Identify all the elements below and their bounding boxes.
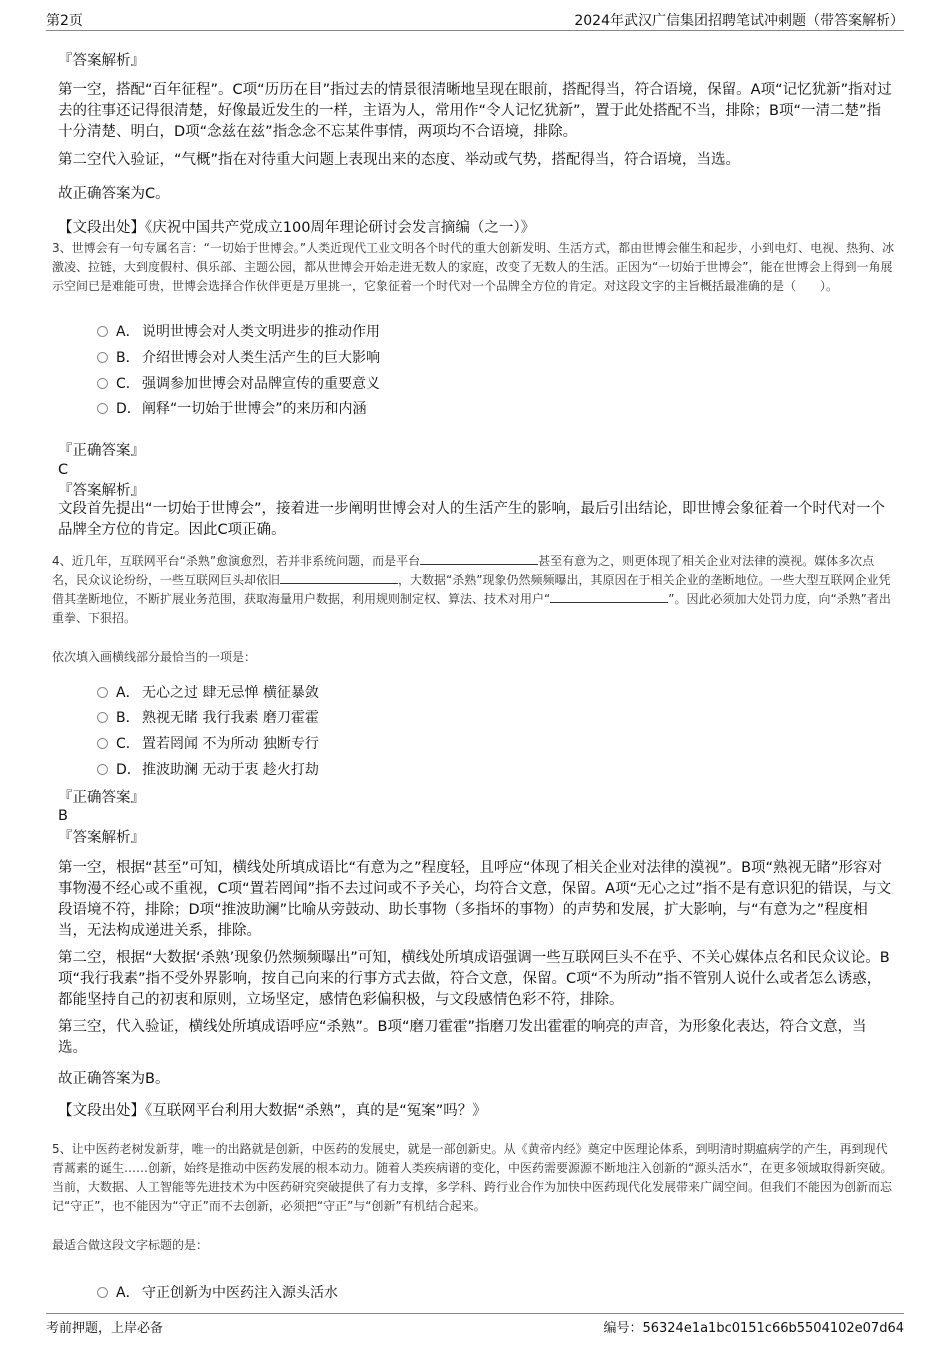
q2-analysis-label: 『答案解析』 — [58, 53, 145, 69]
q4-analysis-p4: 故正确答案为B。 — [58, 1071, 170, 1087]
radio-icon[interactable] — [97, 712, 108, 723]
document-title: 2024年武汉广信集团招聘笔试冲刺题（带答案解析） — [574, 13, 904, 29]
q3-option-c[interactable]: C． 强调参加世博会对品牌宣传的重要意义 — [97, 374, 380, 394]
radio-icon[interactable] — [97, 352, 108, 363]
q4-instruction: 依次填入画横线部分最恰当的一项是： — [52, 650, 257, 664]
q4-option-c[interactable]: C． 置若罔闻 不为所动 独断专行 — [97, 734, 319, 754]
q3-option-a[interactable]: A． 说明世博会对人类文明进步的推动作用 — [97, 322, 380, 342]
radio-icon[interactable] — [97, 403, 108, 414]
page-number: 第2页 — [46, 13, 83, 29]
q2-source: 【文段出处】《庆祝中国共产党成立100周年理论研讨会发言摘编（之一）》 — [58, 220, 536, 236]
q4-source: 【文段出处】《互联网平台利用大数据“杀熟”，真的是“冤案”吗？》 — [58, 1103, 487, 1119]
radio-icon[interactable] — [97, 378, 108, 389]
fill-blank — [280, 571, 398, 584]
q4-answer-label: 『正确答案』 — [58, 790, 145, 806]
radio-icon[interactable] — [97, 1287, 108, 1298]
q4-analysis-p3: 第三空，代入验证，横线处所填成语呼应“杀熟”。B项“磨刀霍霍”指磨刀发出霍霍的响亮的声音，为形象化表达，符合文意，当选。 — [58, 1019, 867, 1056]
q4-answer: B — [58, 808, 68, 824]
q3-analysis-label: 『答案解析』 — [58, 483, 145, 499]
fill-blank — [420, 552, 538, 565]
q3-stem: 3、世博会有一句专属名言：“一切始于世博会。”人类近现代工业文明各个时代的重大创新发明、生活方式，都由世博会催生和起步，小到电灯、电视、热狗、冰激凌、拉链，大到度假村、俱乐部、主题公园，都从世博会开始走进无数人的家庭，改变了无数人的生活。正因为“一切始于世博会”，能在世博会上得到一角展示空间已是难能可贵，世博会选择合作伙伴更是万里挑一，它象征着一个时代对一个品牌全方位的肯定。对这段文字的主旨概括最准确的是（ ）。 — [52, 241, 895, 293]
fill-blank — [550, 590, 668, 603]
q3-answer-label: 『正确答案』 — [58, 443, 145, 459]
footer-slogan: 考前押题，上岸必备 — [46, 1321, 164, 1336]
q2-analysis-p2: 第二空代入验证，“气概”指在对待重大问题上表现出来的态度、举动或气势，搭配得当，符合语境，当选。 — [58, 152, 741, 168]
radio-icon[interactable] — [97, 687, 108, 698]
q4-analysis-p2: 第二空，根据“大数据‘杀熟’现象仍然频频曝出”可知，横线处所填成语强调一些互联网巨头不在乎、不关心媒体点名和民众议论。B项“我行我素”指不受外界影响，按自己向来的行事方式去做，符合文意，保留。C项“不为所动”指不管别人说什么或者怎么诱惑，都能坚持自己的初衷和原则，立场坚定，感情色彩偏积极，与文段感情色彩不符，排除。 — [58, 950, 890, 1008]
q4-stem: 4、近几年，互联网平台“杀熟”愈演愈烈，若并非系统问题，而是平台 甚至有意为之，则更体现了相关企业对法律的漠视。媒体多次点名，民众议论纷纷，一些互联网巨头却依旧 ，大数据“杀熟”现象仍然频频曝出，其原因在于相关企业的垄断地位。一些大型互联网企业凭借其垄断地位，不断扩展业务范围，获取海量用户数据，利用规则制定权、算法、技术对用户“ ”。因此必须加大处罚力度，向“杀熟”者出重拳、下狠招。 — [52, 554, 891, 625]
radio-icon[interactable] — [97, 764, 108, 775]
page-footer — [46, 1313, 904, 1336]
q5-stem: 5、让中医药老树发新芽，唯一的出路就是创新，中医药的发展史，就是一部创新史。从《黄帝内经》奠定中医理论体系，到明清时期瘟病学的产生，再到现代青蒿素的诞生……创新，始终是推动中医药发展的根本动力。随着人类疾病谱的变化，中医药需要源源不断地注入创新的“源头活水”，在更多领域取得新突破。当前，大数据、人工智能等先进技术为中医药研究突破提供了有力支撑，多学科、跨行业合作为加快中医药现代化发展带来广阔空间。但我们不能因为创新而忘记“守正”，也不能因为“守正”而不去创新，必须把“守正”与“创新”有机结合起来。 — [52, 1142, 893, 1213]
page-header — [46, 8, 904, 31]
q4-option-d[interactable]: D．推波助澜 无动于衷 趁火打劫 — [97, 760, 319, 780]
q5-option-a[interactable]: A． 守正创新为中医药注入源头活水 — [97, 1283, 338, 1303]
q4-analysis-p1: 第一空，根据“甚至”可知，横线处所填成语比“有意为之”程度轻，且呼应“体现了相关企业对法律的漠视”。B项“熟视无睹”形容对事物漫不经心或不重视，C项“置若罔闻”指不去过问或不予关心，均符合文意，保留。A项“无心之过”指不是有意识犯的错误，与文段语境不符，排除；D项“推波助澜”比喻从旁鼓动、助长事物（多指坏的事物）的声势和发展，扩大影响，与“有意为之”程度相当，无法构成递进关系，排除。 — [58, 860, 892, 939]
q5-instruction: 最适合做这段文字标题的是： — [52, 1238, 209, 1252]
q2-analysis-p3: 故正确答案为C。 — [58, 186, 170, 202]
q4-analysis-label: 『答案解析』 — [58, 830, 145, 846]
q2-analysis-p1: 第一空，搭配“百年征程”。C项“历历在目”指过去的情景很清晰地呈现在眼前，搭配得当，符合语境，保留。A项“记忆犹新”指对过去的往事还记得很清楚，好像最近发生的一样，主语为人，常用作“令人记忆犹新”，置于此处搭配不当，排除；B项“一清二楚”指十分清楚、明白，D项“念兹在兹”指念念不忘某件事情，两项均不合语境，排除。 — [58, 82, 892, 140]
q3-option-d[interactable]: D．阐释“一切始于世博会”的来历和内涵 — [97, 399, 367, 419]
document-code: 编号：56324e1a1bc0151c66b5504102e07d64 — [603, 1321, 904, 1336]
radio-icon[interactable] — [97, 326, 108, 337]
q3-analysis: 文段首先提出“一切始于世博会”，接着进一步阐明世博会对人的生活产生的影响，最后引出结论，即世博会象征着一个时代对一个品牌全方位的肯定。因此C项正确。 — [58, 501, 886, 538]
q4-option-b[interactable]: B． 熟视无睹 我行我素 磨刀霍霍 — [97, 708, 319, 728]
radio-icon[interactable] — [97, 738, 108, 749]
q3-option-b[interactable]: B． 介绍世博会对人类生活产生的巨大影响 — [97, 348, 380, 368]
q3-answer: C — [58, 462, 69, 478]
q4-option-a[interactable]: A． 无心之过 肆无忌惮 横征暴敛 — [97, 683, 319, 703]
